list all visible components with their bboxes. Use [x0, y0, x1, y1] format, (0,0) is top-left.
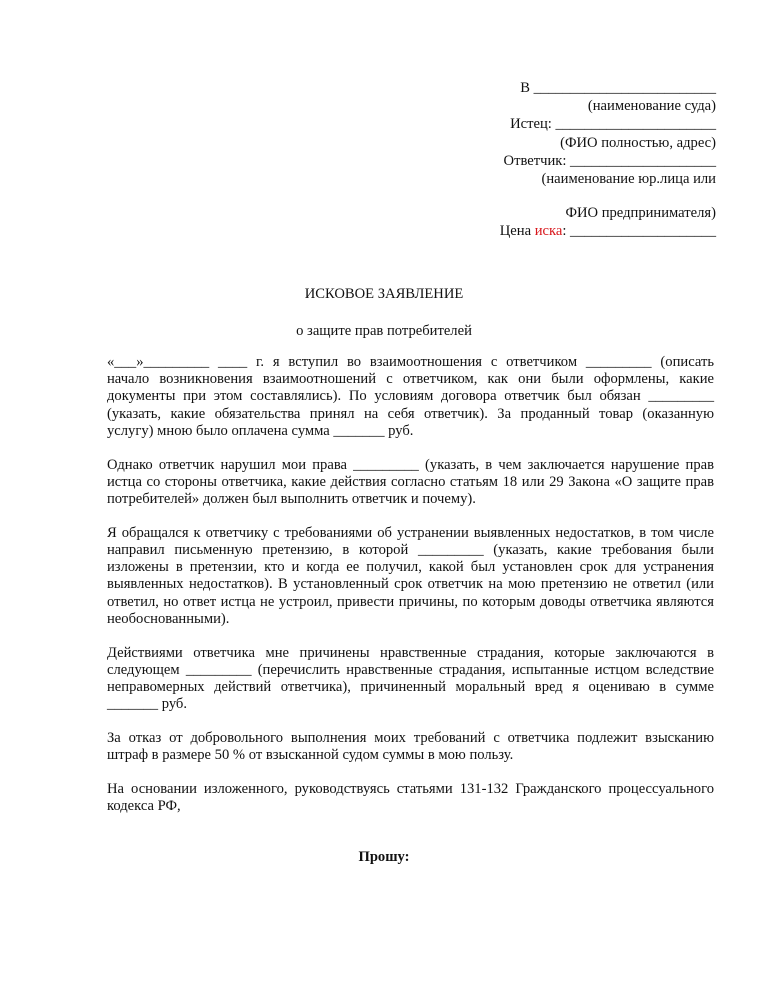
document-body — [107, 354, 714, 832]
court-line: В _________________________ — [520, 80, 716, 96]
paragraph-line: выявленных недостатков). В установленный срок ответчик на мою претензию не ответил (или — [107, 576, 714, 593]
defendant-hint: (наименование юр.лица или — [541, 171, 716, 188]
paragraph-line: Я обращался к ответчику с требованиями об устранении выявленных недостатков, в том числе — [107, 524, 714, 541]
paragraph-line: Однако ответчик нарушил мои права _________ (указать, в чем заключается нарушение прав — [107, 456, 714, 473]
paragraph-line: услугу) мною было оплачена сумма _______ руб. — [107, 422, 414, 439]
paragraph — [107, 525, 714, 628]
court-hint: (наименование суда) — [587, 98, 716, 115]
paragraph-line: изложены в претензии, кто и когда ее получил, какой был установлен срок для устранения — [107, 559, 714, 576]
paragraph — [107, 457, 714, 509]
paragraph — [107, 645, 714, 714]
paragraph-line: направил письменную претензию, в которой _________ (указать, какие требования были — [107, 542, 714, 559]
paragraph — [107, 730, 714, 764]
plaintiff-hint: (ФИО полностью, адрес) — [560, 134, 716, 151]
paragraph-line: неправомерных действий ответчика), причиненный моральный вред я оцениваю в сумме — [107, 679, 714, 696]
paragraph-line: необоснованными). — [107, 610, 230, 627]
paragraph-line: потребителей» должен был выполнить ответчик и почему). — [107, 491, 476, 508]
paragraph-line: На основании изложенного, руководствуясь статьями 131-132 Гражданского процессуального — [107, 781, 714, 798]
paragraph — [107, 781, 714, 815]
paragraph-line: кодекса РФ, — [107, 798, 181, 815]
addressee-block — [470, 79, 716, 241]
paragraph-line: начало возникновения взаимоотношений с ответчиком, как они были оформлены, какие — [107, 371, 714, 388]
paragraph-line: За отказ от добровольного выполнения моих требований с ответчика подлежит взысканию — [107, 730, 714, 747]
defendant-line: Ответчик: ____________________ — [503, 152, 716, 169]
document-subtitle: о защите прав потребителей — [296, 323, 472, 339]
request-heading: Прошу: — [358, 849, 410, 865]
paragraph-line: штраф в размере 50 % от взысканной судом суммы в мою пользу. — [107, 747, 514, 764]
document-title: ИСКОВОЕ ЗАЯВЛЕНИЕ — [304, 286, 464, 302]
paragraph-line: (указать, какие обязательства принял на себя ответчик). За проданный товар (оказанную — [107, 405, 714, 422]
paragraph-line: следующем _________ (перечислить нравственные страдания, испытанные истцом вследствие — [107, 661, 714, 678]
paragraph-line: Действиями ответчика мне причинены нравственные страдания, которые заключаются в — [107, 644, 714, 661]
claim-price-line — [470, 222, 716, 240]
paragraph-line: документы при этом составлялись). По условиям договора ответчик был обязан _________ — [107, 388, 714, 405]
paragraph-line: «___»_________ ____ г. я вступил во взаимоотношения с ответчиком _________ (описать — [107, 354, 714, 370]
paragraph-line: ответил, но ответ истца не устроил, привести причины, по которым доводы ответчика являются — [107, 593, 714, 610]
paragraph — [107, 354, 714, 440]
paragraph-line: истца со стороны ответчика, какие действия согласно статьям 18 или 29 Закона «О защите прав — [107, 473, 714, 490]
claim-price-suffix: : ____________________ — [562, 223, 716, 240]
claim-price-prefix: Цена — [499, 223, 532, 240]
defendant-hint-2: ФИО предпринимателя) — [565, 205, 716, 222]
claim-price-highlight: иска — [534, 223, 563, 240]
plaintiff-line: Истец: ______________________ — [510, 116, 716, 133]
paragraph-line: _______ руб. — [107, 696, 188, 713]
